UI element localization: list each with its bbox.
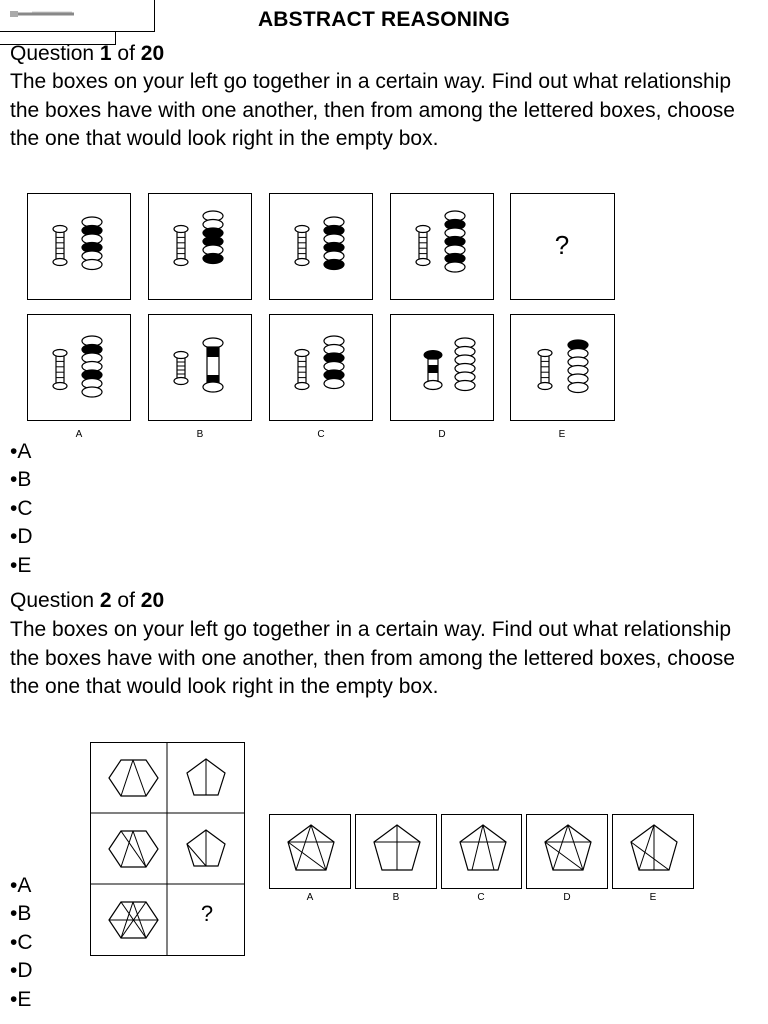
q2-pentagon-2 [187,830,225,866]
q1-label-d: D [438,429,446,440]
q2-pentagon-b [374,825,420,870]
q1-empty-box [510,193,615,300]
q2-options-list [10,872,33,1014]
q1-option-a[interactable]: •A [10,440,32,463]
q1-label-c: C [317,429,325,440]
question-2-title: Question 2 of 20 [10,589,165,612]
q1-answer-box-b[interactable] [148,314,252,421]
disc-stack-figure [455,338,475,391]
q2-option-b[interactable]: •B [10,902,32,926]
page-title: ABSTRACT REASONING [257,8,511,31]
dark-ladder-figure [424,351,442,390]
q2-pentagon-a [288,825,334,870]
q2-pentagon-1 [187,759,225,795]
q1-series-box-4 [390,193,494,300]
question-mark: ? [554,230,570,260]
q2-pentagon-c [460,825,506,870]
q1-series-box-2 [148,193,252,300]
q1-answer-box-d[interactable] [390,314,494,421]
q1-series-box-3 [269,193,373,300]
q1-label-a: A [75,429,83,440]
q2-option-d[interactable]: •D [10,959,33,983]
q2-answer-box-d[interactable] [526,814,608,889]
q2-hexagon-1 [109,760,158,796]
q1-label-e: E [558,429,566,440]
q2-label-c: C [477,892,485,903]
disc-stack-figure [82,336,102,397]
q2-label-a: A [306,892,314,903]
q1-options-list [10,438,33,580]
q2-question-mark: ? [200,901,214,926]
ladder-figure [538,350,552,390]
q1-series-box-1 [27,193,131,300]
q1-answer-box-e[interactable] [510,314,615,421]
ladder-figure [53,350,67,390]
pillar-figure [203,338,223,392]
q1-answer-box-a[interactable] [27,314,131,421]
question-1-title: Question 1 of 20 [10,42,165,65]
ladder-figure [174,226,188,266]
q1-option-e[interactable]: •E [10,553,32,577]
ladder-figure [416,226,430,266]
q2-answer-box-c[interactable] [441,814,522,889]
q1-option-c[interactable]: •C [10,496,33,520]
q2-answer-box-a[interactable] [269,814,351,889]
disc-stack-figure [324,336,344,389]
q1-option-b[interactable]: •B [10,468,32,492]
q2-matrix [90,742,245,956]
ladder-figure [53,226,67,266]
q1-answer-box-c[interactable] [269,314,373,421]
disc-stack-figure [445,211,465,272]
ladder-figure [174,352,188,385]
q2-answer-box-b[interactable] [355,814,437,889]
question-2-text: The boxes on your left go together in a certain way. Find out what relationship the boxes have with one another, then from among the lettered boxes, choose the one that would look right in the empty box. [10,618,735,699]
q2-option-a[interactable]: •A [10,874,32,897]
q1-label-b: B [196,429,204,440]
q2-label-e: E [649,892,657,903]
q1-option-d[interactable]: •D [10,525,33,549]
q2-label-d: D [563,892,571,903]
q2-pentagon-d [545,825,591,870]
disc-stack-figure [568,340,588,393]
disc-stack-figure [82,217,102,270]
q2-hexagon-3 [109,902,158,938]
question-1-text: The boxes on your left go together in a certain way. Find out what relationship the boxes have with one another, then from among the lettered boxes, choose the one that would look right in the empty box. [10,70,735,151]
q2-option-e[interactable]: •E [10,987,32,1011]
q2-option-c[interactable]: •C [10,930,33,954]
q2-label-b: B [392,892,400,903]
q2-hexagon-2 [109,831,158,867]
disc-stack-figure [203,211,223,264]
q2-answer-box-e[interactable] [612,814,694,889]
ladder-figure [295,350,309,390]
q2-pentagon-e [631,825,677,870]
ladder-figure [295,226,309,266]
disc-stack-figure [324,217,344,270]
